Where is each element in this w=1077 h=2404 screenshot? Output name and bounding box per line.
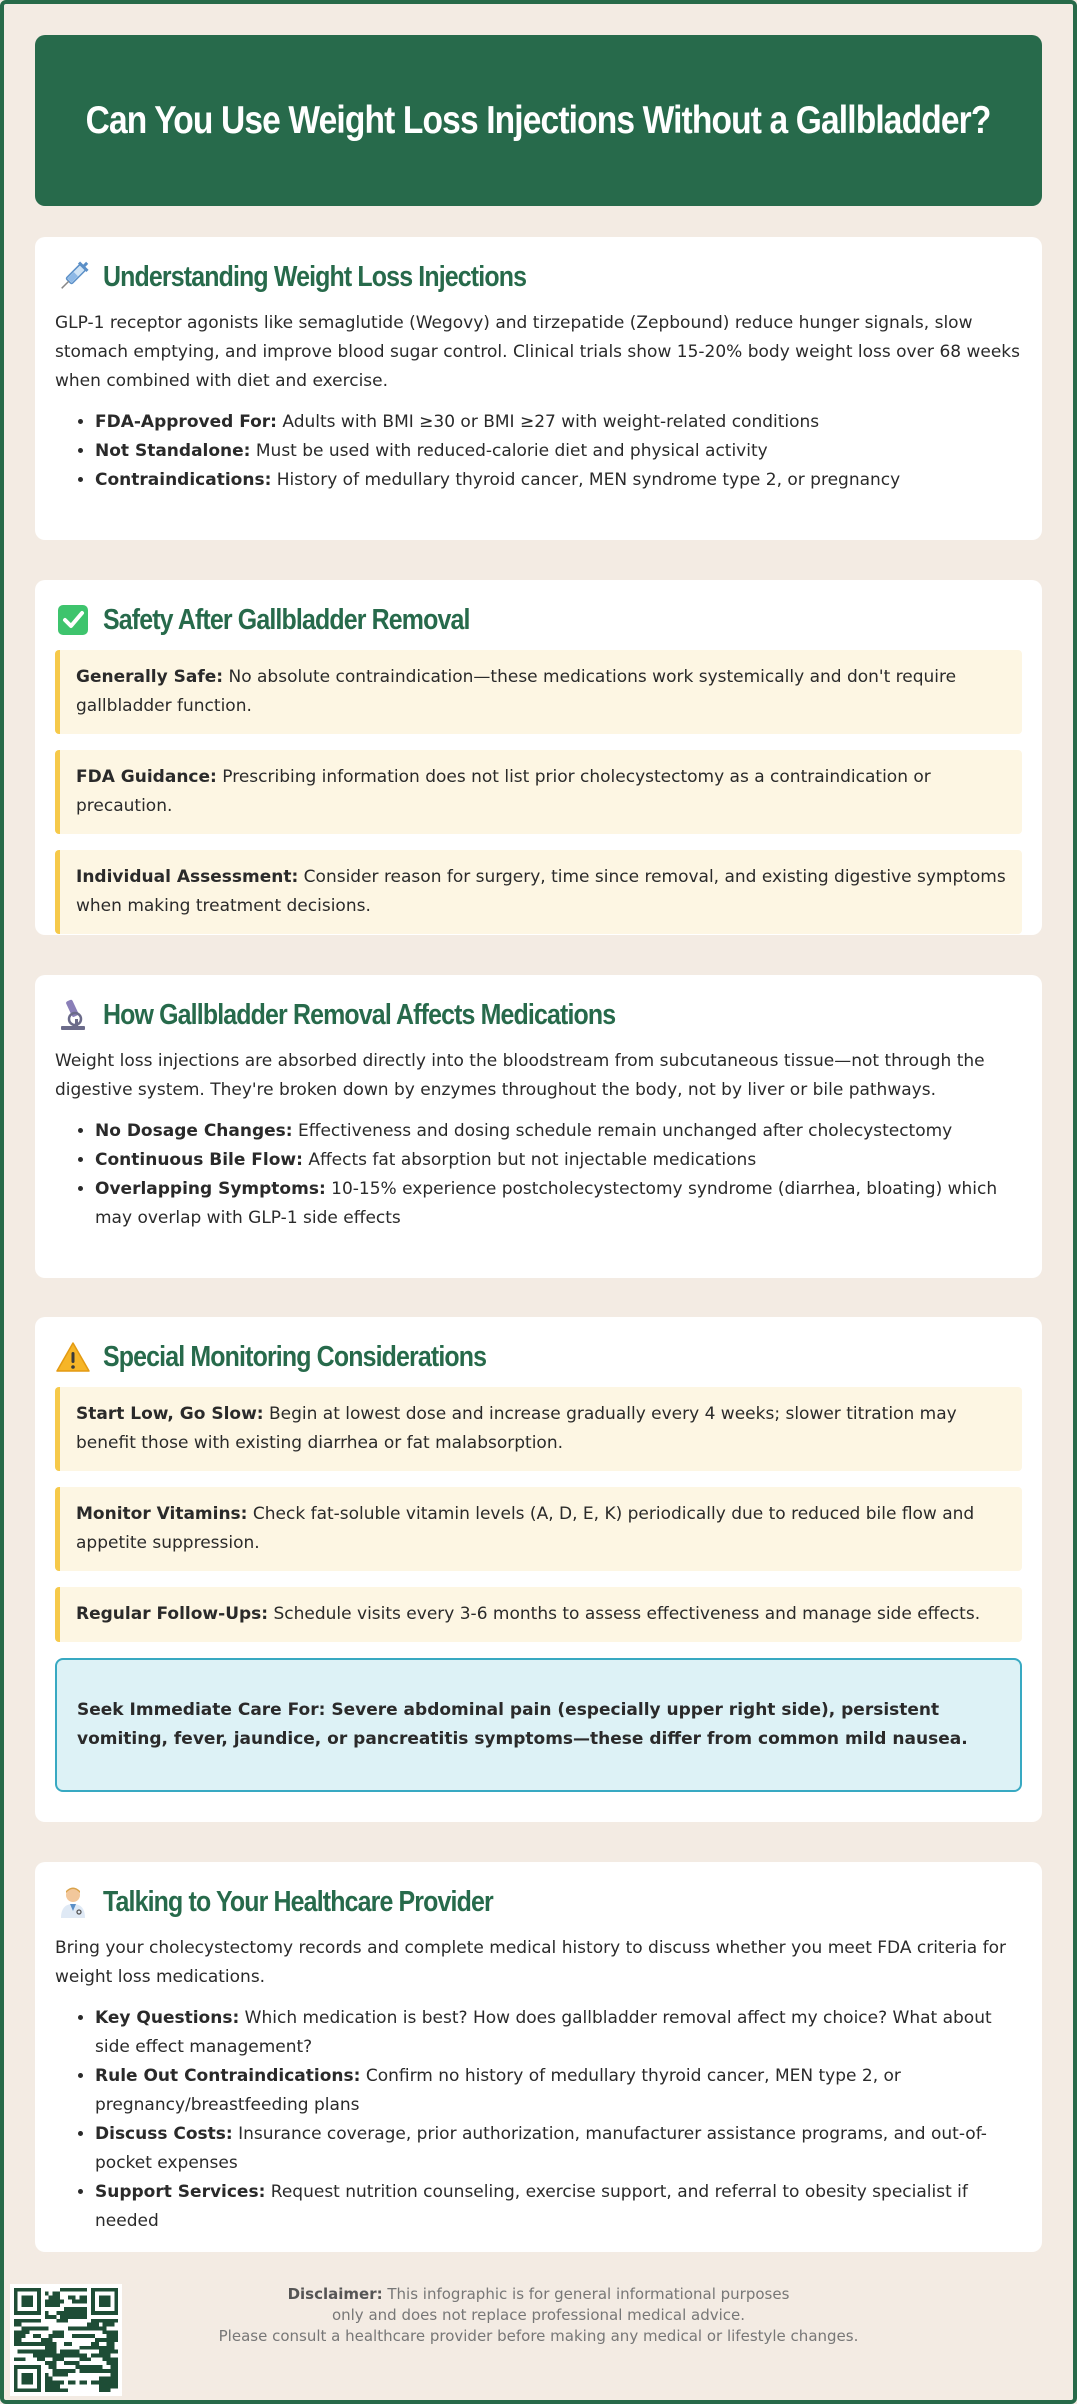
callout-box: Monitor Vitamins: Check fat-soluble vitamin levels (A, D, E, K) periodically due to reduced bile flow and appetite suppression. (55, 1487, 1022, 1571)
section-header (55, 995, 1022, 1035)
list-item: • Key Questions: Which medication is best? How does gallbladder removal affect my choice? What about side effect management? (95, 2004, 1022, 2062)
checkmark-icon (55, 602, 91, 638)
section-header (55, 257, 1022, 297)
infographic (35, 35, 1042, 2231)
section-intro: GLP-1 receptor agonists like semaglutide (Wegovy) and tirzepatide (Zepbound) reduce hunger signals, slow stomach emptying, and improve blood sugar control. Clinical trials show 15-20% body weight loss over 68 weeks when combined with diet and exercise. (55, 313, 1020, 391)
list-item: • Overlapping Symptoms: 10-15% experience postcholecystectomy syndrome (diarrhea, bloating) which may overlap with GLP-1 side effects (95, 1175, 1022, 1233)
callout-box: Regular Follow-Ups: Schedule visits every 3-6 months to assess effectiveness and manage side effects. (55, 1587, 1022, 1642)
bullet-list (55, 2004, 1022, 2236)
callout-box: Generally Safe: No absolute contraindication—these medications work systemically and don't require gallbladder function. (55, 650, 1022, 734)
list-item: • Support Services: Request nutrition counseling, exercise support, and referral to obesity specialist if needed (95, 2178, 1022, 2236)
doctor-icon (55, 1884, 91, 1920)
section-intro: Weight loss injections are absorbed directly into the bloodstream from subcutaneous tissue—not through the digestive system. They're broken down by enzymes throughout the body, not by liver or bile pathways. (55, 1051, 985, 1100)
callout-box: Individual Assessment: Consider reason for surgery, time since removal, and existing digestive symptoms when making treatment decisions. (55, 850, 1022, 934)
syringe-icon (55, 259, 91, 295)
section-header (55, 1337, 1022, 1377)
callout-box: Start Low, Go Slow: Begin at lowest dose and increase gradually every 4 weeks; slower titration may benefit those with existing diarrhea or fat malabsorption. (55, 1387, 1022, 1471)
section-title: Understanding Weight Loss Injections (103, 260, 527, 293)
list-item: • No Dosage Changes: Effectiveness and dosing schedule remain unchanged after cholecystectomy (95, 1117, 1022, 1146)
list-item: • Contraindications: History of medullary thyroid cancer, MEN syndrome type 2, or pregnancy (95, 466, 1022, 495)
list-item: • Discuss Costs: Insurance coverage, prior authorization, manufacturer assistance programs, and out-of-pocket expenses (95, 2120, 1022, 2178)
section-title: Talking to Your Healthcare Provider (103, 1885, 493, 1918)
section-effects (35, 975, 1042, 1278)
bullet-list (55, 408, 1022, 495)
section-header (55, 600, 1022, 640)
bullet-list (55, 1117, 1022, 1233)
section-title: Safety After Gallbladder Removal (103, 603, 470, 636)
urgent-care-alert: Seek Immediate Care For: Severe abdominal pain (especially upper right side), persistent vomiting, fever, jaundice, or pancreatitis symptoms—these differ from common mild nausea. (55, 1658, 1022, 1792)
section-title: How Gallbladder Removal Affects Medications (103, 998, 616, 1031)
list-item: • FDA-Approved For: Adults with BMI ≥30 or BMI ≥27 with weight-related conditions (95, 408, 1022, 437)
list-item: • Continuous Bile Flow: Affects fat absorption but not injectable medications (95, 1146, 1022, 1175)
page-title: Can You Use Weight Loss Injections Without a Gallbladder? (86, 98, 991, 142)
section-header (55, 1882, 1022, 1922)
disclaimer: Disclaimer: This infographic is for general informational purposes only and does not replace professional medical advice. Please consult a healthcare provider before making any medical or lifestyle changes. (218, 2285, 859, 2345)
section-understanding (35, 237, 1042, 540)
microscope-icon (55, 997, 91, 1033)
section-safety (35, 580, 1042, 935)
section-title: Special Monitoring Considerations (103, 1340, 487, 1373)
callout-box: FDA Guidance: Prescribing information does not list prior cholecystectomy as a contraindication or precaution. (55, 750, 1022, 834)
header-banner (35, 35, 1042, 206)
list-item: • Not Standalone: Must be used with reduced-calorie diet and physical activity (95, 437, 1022, 466)
section-provider (35, 1862, 1042, 2252)
list-item: • Rule Out Contraindications: Confirm no history of medullary thyroid cancer, MEN type 2, or pregnancy/breastfeeding plans (95, 2062, 1022, 2120)
section-intro: Bring your cholecystectomy records and complete medical history to discuss whether you meet FDA criteria for weight loss medications. (55, 1938, 1006, 1987)
warning-icon (55, 1339, 91, 1375)
section-monitoring (35, 1317, 1042, 1822)
